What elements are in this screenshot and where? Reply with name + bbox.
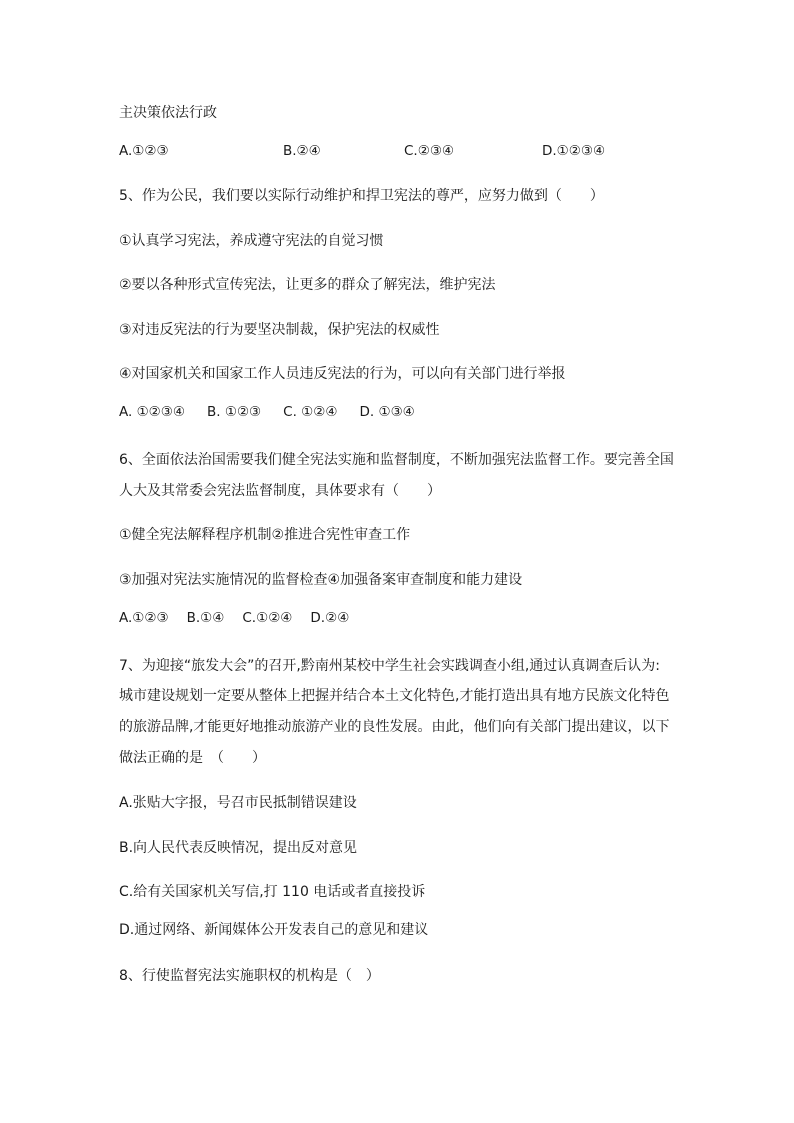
q4-option-c: C.②③④ [404, 143, 455, 159]
q5-option-d: D. ①③④ [359, 404, 415, 420]
q7-stem-line-1: 7、为迎接“旅发大会”的召开,黔南州某校中学生社会实践调查小组,通过认真调查后认为: [119, 658, 661, 674]
q6-options [119, 608, 367, 628]
q7-stem-line-2: 城市建设规划一定要从整体上把握并结合本土文化特色,才能打造出具有地方民族文化特色 [119, 688, 670, 704]
q5-item-4: ④对国家机关和国家工作人员违反宪法的行为，可以向有关部门进行举报 [119, 366, 566, 382]
q5-options [119, 402, 437, 422]
q6-option-b: B.①④ [186, 610, 225, 626]
q4-stem-tail: 主决策依法行政 [119, 105, 217, 121]
q6-stem-line-1: 6、全面依法治国需要我们健全宪法实施和监督制度，不断加强宪法监督工作。要完善全国 [119, 452, 674, 468]
q7-option-d: D.通过网络、新闻媒体公开发表自己的意见和建议 [119, 922, 429, 938]
q7-option-a: A.张贴大字报，号召市民抵制错误建设 [119, 795, 357, 811]
q4-option-b: B.②④ [283, 143, 321, 159]
q5-option-a: A. ①②③④ [119, 404, 185, 420]
q5-item-2: ②要以各种形式宣传宪法，让更多的群众了解宪法，维护宪法 [119, 277, 496, 293]
q5-stem: 5、作为公民，我们要以实际行动维护和捍卫宪法的尊严，应努力做到（ ） [119, 188, 604, 204]
q6-stem-line-2: 人大及其常委会宪法监督制度，具体要求有（ ） [119, 483, 441, 499]
q6-items-line-1: ①健全宪法解释程序机制②推进合宪性审查工作 [119, 527, 411, 543]
q4-option-a: A.①②③ [119, 143, 169, 159]
q5-item-3: ③对违反宪法的行为要坚决制裁，保护宪法的权威性 [119, 322, 440, 338]
q7-stem-line-3: 的旅游品牌,才能更好地推动旅游产业的良性发展。由此，他们向有关部门提出建议，以下 [119, 719, 670, 735]
q4-option-d: D.①②③④ [542, 143, 606, 159]
q5-option-b: B. ①②③ [207, 404, 262, 420]
q5-item-1: ①认真学习宪法，养成遵守宪法的自觉习惯 [119, 233, 384, 249]
q7-stem-line-4: 做法正确的是 （ ） [119, 750, 266, 766]
q7-option-c: C.给有关国家机关写信,打 110 电话或者直接投诉 [119, 884, 426, 900]
q8-stem: 8、行使监督宪法实施职权的机构是（ ） [119, 968, 380, 984]
q6-option-c: C.①②④ [242, 610, 293, 626]
q6-option-d: D.②④ [310, 610, 350, 626]
q6-option-a: A.①②③ [119, 610, 169, 626]
q5-option-c: C. ①②④ [283, 404, 338, 420]
q6-items-line-2: ③加强对宪法实施情况的监督检查④加强备案审查制度和能力建设 [119, 572, 523, 588]
q7-option-b: B.向人民代表反映情况，提出反对意见 [119, 840, 358, 856]
